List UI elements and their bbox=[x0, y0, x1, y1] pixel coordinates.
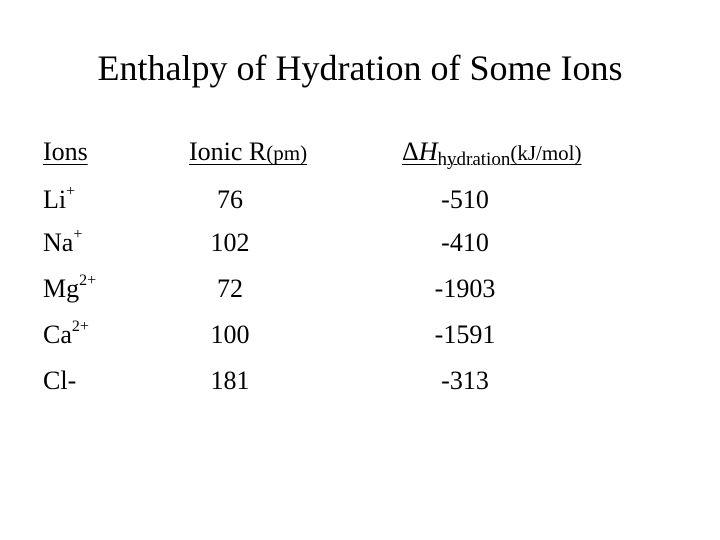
row-enthalpy: -510 bbox=[441, 185, 489, 214]
row-ion bbox=[43, 365, 76, 397]
ion-charge: 2+ bbox=[79, 272, 97, 290]
ion-charge: + bbox=[73, 226, 83, 244]
row-radius: 181 bbox=[210, 366, 250, 395]
ion-symbol: Na bbox=[43, 228, 74, 257]
row-enthalpy: -1903 bbox=[434, 274, 496, 303]
ion-symbol: Cl- bbox=[43, 366, 77, 395]
row-enthalpy: -410 bbox=[441, 228, 489, 257]
header-ions bbox=[43, 136, 183, 168]
ion-charge: + bbox=[66, 183, 76, 201]
header-enthalpy bbox=[402, 136, 622, 171]
row-ion bbox=[43, 227, 82, 259]
header-enthalpy-unit: (kJ/mol) bbox=[510, 141, 582, 165]
row-radius: 100 bbox=[210, 320, 250, 349]
row-enthalpy: -313 bbox=[441, 366, 489, 395]
ion-symbol: Ca bbox=[43, 320, 72, 349]
header-h-symbol: H bbox=[418, 137, 438, 166]
header-radius-unit: (pm) bbox=[266, 141, 308, 165]
ion-charge: 2+ bbox=[71, 318, 89, 336]
header-radius-label: Ionic R bbox=[189, 137, 267, 166]
row-ion bbox=[43, 273, 96, 305]
header-hydration-subscript: hydration bbox=[437, 149, 511, 170]
header-ionic-radius bbox=[189, 136, 389, 169]
ion-symbol: Mg bbox=[43, 274, 80, 303]
header-ions-label: Ions bbox=[43, 137, 88, 166]
slide-title: Enthalpy of Hydration of Some Ions bbox=[97, 48, 623, 88]
row-ion bbox=[43, 319, 89, 351]
row-ion bbox=[43, 184, 75, 216]
row-radius: 102 bbox=[210, 228, 250, 257]
row-radius: 76 bbox=[217, 185, 243, 214]
row-radius: 72 bbox=[217, 274, 243, 303]
ion-symbol: Li bbox=[43, 185, 67, 214]
row-enthalpy: -1591 bbox=[434, 320, 496, 349]
header-delta-symbol: Δ bbox=[402, 137, 419, 166]
